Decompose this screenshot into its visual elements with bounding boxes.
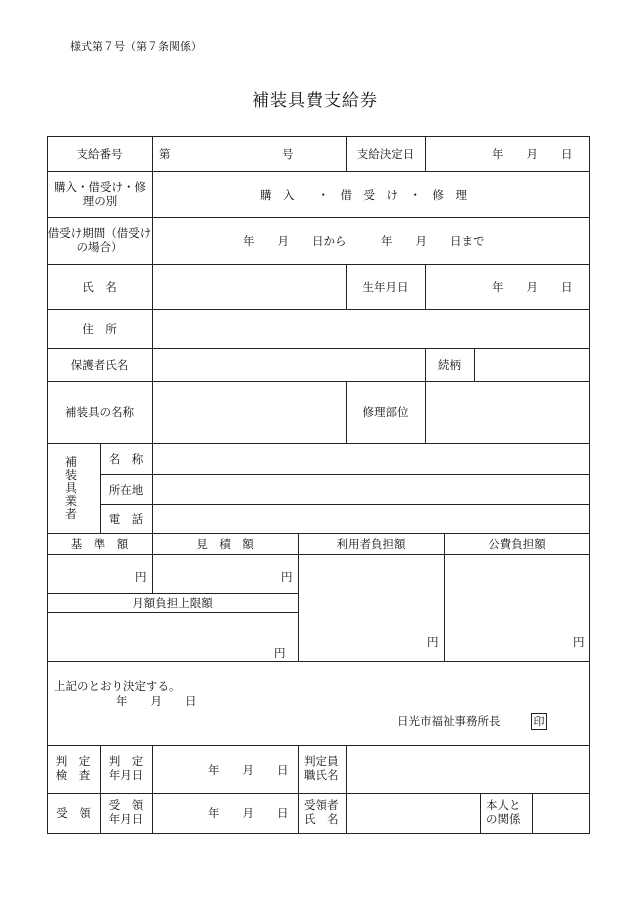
monthly-cap-label: 月額負担上限額 — [132, 596, 213, 610]
receiver-label: 受領者 氏 名 — [304, 798, 339, 826]
monthly-cap-yen: 円 — [274, 646, 286, 660]
decision-date-label: 支給決定日 — [356, 147, 415, 161]
vendor-phone-label: 電 話 — [108, 512, 144, 526]
public-burden-yen: 円 — [573, 635, 585, 649]
standard-amount-yen: 円 — [135, 570, 147, 584]
standard-amount-header: 基 準 額 — [70, 537, 129, 551]
payment-number-label: 支給番号 — [76, 147, 123, 161]
lease-period-label: 借受け期間（借受けの場合） — [47, 226, 152, 254]
decision-date: 年 月 日 — [116, 694, 197, 708]
user-burden-yen: 円 — [427, 635, 439, 649]
vendor-location-label: 所在地 — [108, 483, 144, 497]
inspection-date: 年 月 日 — [208, 763, 289, 777]
type-options: 購 入 ・ 借 受 け ・ 修 理 — [260, 188, 467, 202]
payment-number-go: 号 — [282, 147, 294, 161]
estimate-amount-header: 見 積 額 — [196, 537, 254, 551]
vendor-name-label: 名 称 — [108, 452, 144, 466]
relation-to-person-label: 本人と の関係 — [486, 798, 521, 826]
birthdate-label: 生年月日 — [362, 280, 409, 294]
official-seal-mark: 印 — [531, 713, 547, 730]
decision-text: 上記のとおり決定する。 — [54, 679, 181, 693]
form-number: 様式第７号（第７条関係） — [70, 40, 202, 53]
decision-date-value: 年 月 日 — [492, 147, 573, 161]
inspector-label: 判定員 職氏名 — [304, 754, 339, 782]
receipt-date: 年 月 日 — [208, 806, 289, 820]
estimate-amount-yen: 円 — [281, 570, 293, 584]
inspection-label: 判 定 検 査 — [55, 754, 91, 782]
birthdate-value: 年 月 日 — [492, 280, 573, 294]
public-burden-header: 公費負担額 — [488, 537, 546, 551]
page-title: 補装具費支給券 — [252, 91, 378, 111]
user-burden-header: 利用者負担額 — [336, 537, 406, 551]
repair-part-label: 修理部位 — [362, 405, 409, 419]
guardian-label: 保護者氏名 — [70, 358, 129, 372]
address-label: 住 所 — [82, 322, 117, 336]
receipt-date-label: 受 領 年月日 — [108, 798, 144, 826]
vendor-label: 補装具業者 — [64, 455, 77, 521]
inspection-date-label: 判 定 年月日 — [108, 754, 144, 782]
signer-title: 日光市福祉事務所長 — [397, 714, 501, 728]
lease-period-value: 年 月 日から 年 月 日まで — [243, 234, 485, 248]
payment-number-dai: 第 — [159, 147, 171, 161]
relation-label: 続柄 — [438, 358, 461, 372]
device-name-label: 補装具の名称 — [65, 405, 134, 419]
receipt-label: 受 領 — [56, 806, 91, 820]
type-label: 購入・借受け・修理の別 — [54, 180, 146, 208]
name-label: 氏 名 — [82, 280, 117, 294]
